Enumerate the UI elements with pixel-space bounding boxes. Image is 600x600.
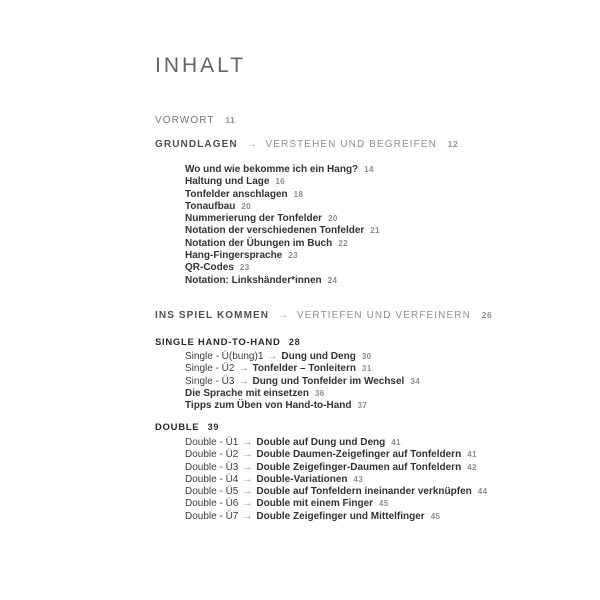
subsection-label: DOUBLE	[155, 422, 200, 433]
toc-entry	[185, 225, 380, 237]
arrow-icon: →	[242, 486, 253, 498]
subsection-double	[155, 422, 219, 433]
page-number: 45	[379, 499, 389, 509]
toc-entry-prefix: Double - Ü7	[185, 510, 239, 522]
page-number: 34	[410, 376, 421, 386]
single-item-list	[185, 351, 420, 412]
toc-entry-prefix: Double - Ü1	[185, 437, 239, 448]
page-number: 31	[362, 364, 372, 374]
section-subtitle: VERSTEHEN UND BEGREIFEN	[265, 139, 437, 150]
toc-entry-label: Double mit einem Finger	[256, 498, 374, 510]
toc-entry	[185, 201, 380, 213]
page-number: 14	[364, 165, 374, 174]
arrow-icon: →	[242, 510, 253, 522]
toc-entry-label: Hang-Fingersprache	[185, 250, 283, 262]
toc-entry-label: Tonfelder – Tonleitern	[252, 363, 356, 375]
page-number: 18	[293, 189, 304, 199]
toc-entry-label: Haltung und Lage	[185, 176, 270, 188]
subsection-single-hand-to-hand	[155, 337, 300, 348]
section-vorwort	[155, 115, 235, 126]
page-number: 37	[357, 401, 368, 411]
toc-entry-prefix: Double - Ü2	[185, 449, 239, 461]
subsection-label: SINGLE HAND-TO-HAND	[155, 337, 281, 348]
toc-entry	[185, 486, 487, 498]
toc-entry	[185, 498, 487, 510]
arrow-icon: →	[278, 310, 288, 321]
toc-entry	[185, 213, 380, 225]
toc-entry	[185, 474, 487, 486]
toc-entry-label: Notation der Übungen im Buch	[185, 237, 333, 249]
toc-entry-prefix: Single - Ü3	[185, 375, 235, 387]
toc-entry	[185, 511, 487, 523]
page-number: 30	[361, 352, 372, 361]
toc-entry-label: Dung und Tonfelder im Wechsel	[252, 375, 405, 387]
page-number: 45	[430, 511, 441, 521]
page-number: 23	[288, 251, 298, 261]
arrow-icon: →	[267, 351, 278, 362]
page-number: 42	[467, 462, 477, 472]
toc-entry-label: Double auf Dung und Deng	[256, 437, 386, 448]
toc-entry-label: QR-Codes	[185, 262, 234, 274]
arrow-icon: →	[242, 449, 253, 461]
toc-entry	[185, 164, 380, 176]
toc-entry	[185, 176, 380, 188]
page-number: 20	[328, 214, 338, 224]
toc-entry	[185, 275, 380, 287]
section-grundlagen	[155, 139, 458, 150]
toc-entry	[185, 376, 420, 388]
arrow-icon: →	[246, 139, 257, 150]
arrow-icon: →	[242, 473, 253, 485]
toc-entry-label: Nummerierung der Tonfelder	[185, 213, 323, 225]
toc-entry-label: Tonaufbau	[185, 200, 236, 212]
toc-entry-label: Tipps zum Üben von Hand-to-Hand	[185, 400, 352, 412]
page-number: 22	[338, 238, 348, 248]
page-number: 43	[353, 474, 364, 484]
toc-entry-prefix: Double - Ü4	[185, 473, 239, 485]
page-number: 11	[225, 115, 236, 125]
toc-entry	[185, 351, 420, 363]
toc-entry-prefix: Double - Ü6	[185, 498, 239, 510]
toc-entry	[185, 437, 487, 449]
page-number: 41	[467, 450, 477, 460]
toc-entry-label: Dung und Deng	[281, 351, 356, 362]
toc-entry-label: Double Zeigefinger und Mittelfinger	[256, 510, 425, 522]
page-number: 16	[275, 177, 286, 187]
toc-entry	[185, 262, 380, 274]
arrow-icon: →	[242, 498, 253, 510]
toc-entry	[185, 189, 380, 201]
arrow-icon: →	[242, 437, 253, 448]
page-number: 26	[481, 310, 493, 320]
toc-entry-label: Double Daumen-Zeigefinger auf Tonfeldern	[256, 449, 462, 461]
toc-entry-prefix: Single - Ü(bung)1	[185, 351, 264, 362]
section-label: INS SPIEL KOMMEN	[155, 310, 270, 321]
toc-entry-prefix: Double - Ü3	[185, 461, 239, 473]
page-number: 41	[391, 438, 401, 447]
toc-entry-prefix: Double - Ü5	[185, 486, 239, 498]
toc-entry	[185, 250, 380, 262]
section-label: GRUNDLAGEN	[155, 139, 238, 150]
section-subtitle: VERTIEFEN UND VERFEINERN	[296, 310, 471, 321]
toc-entry	[185, 388, 420, 400]
toc-entry-label: Double-Variationen	[256, 473, 348, 485]
toc-entry	[185, 462, 487, 474]
page-number: 28	[288, 337, 301, 347]
toc-entry-label: Double auf Tonfeldern ineinander verknüpfen	[256, 486, 472, 498]
toc-entry-label: Notation: Linkshänder*innen	[185, 274, 322, 286]
toc-entry-label: Die Sprache mit einsetzen	[185, 387, 309, 399]
toc-entry-label: Double Zeigefinger-Daumen auf Tonfeldern	[256, 461, 462, 473]
page-number: 20	[241, 201, 252, 211]
arrow-icon: →	[242, 461, 253, 473]
page-number: 44	[477, 487, 488, 497]
page-number: 21	[370, 226, 380, 236]
double-item-list	[185, 437, 487, 523]
toc-entry	[185, 363, 420, 375]
grundlagen-item-list	[185, 164, 380, 287]
toc-entry	[185, 449, 487, 461]
arrow-icon: →	[238, 363, 249, 375]
toc-entry-label: Notation der verschiedenen Tonfelder	[185, 225, 365, 237]
page-number: 24	[327, 275, 338, 285]
toc-entry	[185, 400, 420, 412]
section-label: VORWORT	[155, 115, 215, 126]
page-number: 12	[447, 139, 459, 149]
toc-entry-label: Wo und wie bekomme ich ein Hang?	[185, 164, 359, 175]
page-number: 36	[314, 388, 325, 398]
toc-entry	[185, 238, 380, 250]
page-number: 39	[207, 422, 220, 432]
page-title: INHALT	[155, 54, 247, 77]
section-ins-spiel-kommen	[155, 310, 492, 321]
toc-entry-prefix: Single - Ü2	[185, 363, 235, 375]
page-number: 23	[239, 263, 250, 273]
toc-entry-label: Tonfelder anschlagen	[185, 188, 288, 200]
arrow-icon: →	[238, 375, 249, 387]
